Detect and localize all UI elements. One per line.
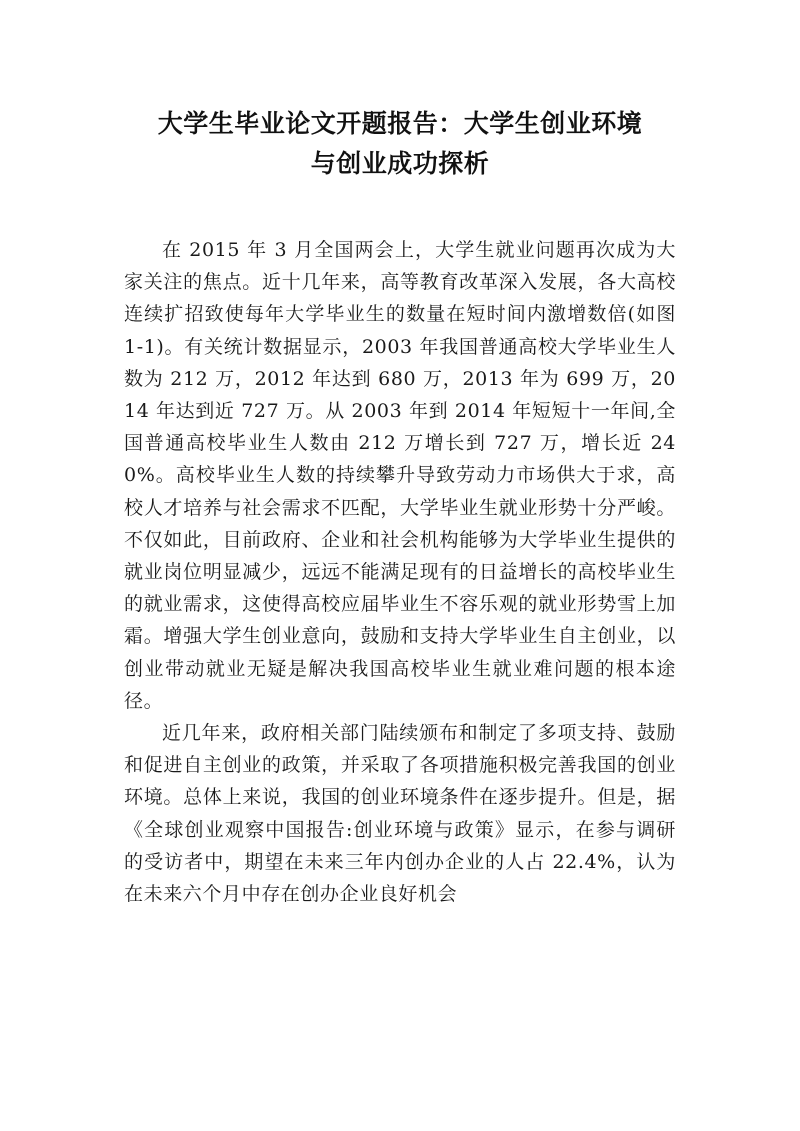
paragraph-1: 在 2015 年 3 月全国两会上，大学生就业问题再次成为大家关注的焦点。近十几年来，高等教育改革深入发展，各大高校连续扩招致使每年大学毕业生的数量在短时间内激增数倍(如图 1-1)。有关统计数据显示，2003 年我国普通高校大学毕业生人数为 212 万，2012 年达到 680 万，2013 年为 699 万，2014 年达到近 727 万。从 2003 年到 2014 年短短十一年间,全国普通高校毕业生人数由 212 万增长到 727 万，增长近 240%。高校毕业生人数的持续攀升导致劳动力市场供大于求，高校人才培养与社会需求不匹配，大学毕业生就业形势十分严峻。不仅如此，目前政府、企业和社会机构能够为大学毕业生提供的就业岗位明显减少，远远不能满足现有的日益增长的高校毕业生的就业需求，这使得高校应届毕业生不容乐观的就业形势雪上加霜。增强大学生创业意向，鼓励和支持大学毕业生自主创业，以创业带动就业无疑是解决我国高校毕业生就业难问题的根本途径。 (124, 239, 676, 712)
title-line-1: 大学生毕业论文开题报告：大学生创业环境 (157, 109, 643, 138)
document-title (124, 104, 676, 184)
paragraph-2: 近几年来，政府相关部门陆续颁布和制定了多项支持、鼓励和促进自主创业的政策，并采取了各项措施积极完善我国的创业环境。总体上来说，我国的创业环境条件在逐步提升。但是，据《全球创业观察中国报告:创业环境与政策》显示，在参与调研的受访者中，期望在未来三年内创办企业的人占 22.4%，认为在未来六个月中存在创办企业良好机会 (124, 722, 676, 906)
title-line-2: 与创业成功探析 (310, 149, 490, 178)
document-body (124, 234, 676, 910)
